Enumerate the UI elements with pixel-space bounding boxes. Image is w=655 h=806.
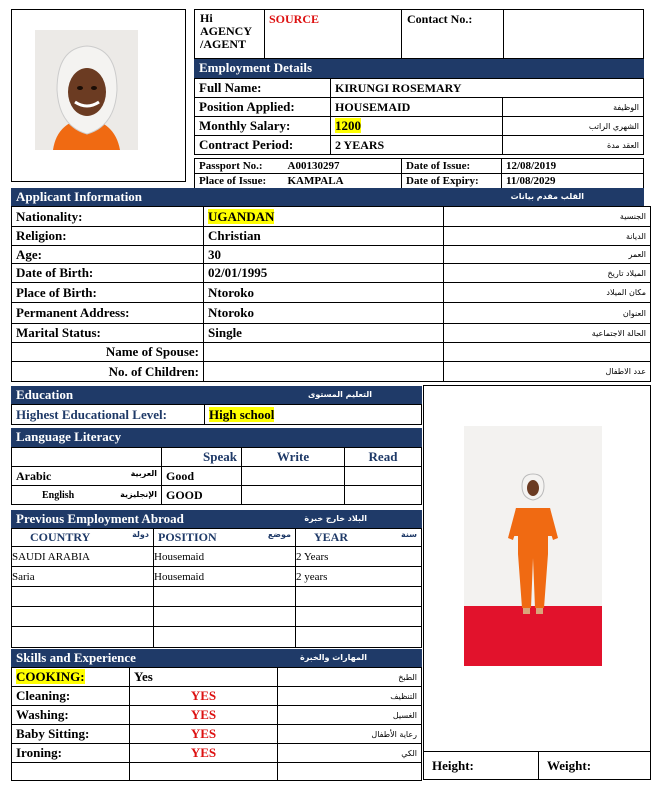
place-of-issue-label: Place of Issue: <box>195 174 284 189</box>
language-title: Language Literacy <box>16 429 122 444</box>
contract-value: 2 YEARS <box>331 136 503 155</box>
skill-cleaning-value: YES <box>130 687 278 706</box>
religion-label: Religion: <box>12 227 204 246</box>
previous-employment-title-ar: البلاد خارج خبرة <box>304 514 367 523</box>
dob-label: Date of Birth: <box>12 264 204 283</box>
expiry-date-label: Date of Expiry: <box>402 174 502 189</box>
children-value <box>204 362 444 382</box>
position-header-ar: موضع <box>267 530 291 539</box>
address-ar: العنوان <box>444 303 651 324</box>
skill-ironing-ar: الكي <box>278 744 422 763</box>
table-row <box>12 547 422 567</box>
marital-label: Marital Status: <box>12 324 204 343</box>
applicant-table <box>11 206 651 382</box>
write-header: Write <box>242 448 345 467</box>
applicant-header <box>11 188 644 206</box>
skill-cooking-label: COOKING: <box>16 669 85 684</box>
issue-date-value: 12/08/2019 <box>502 159 644 174</box>
contact-value-cell <box>503 9 644 59</box>
table-row <box>12 627 422 648</box>
skills-title-ar: المهارات والخبرة <box>299 653 367 662</box>
year-header-ar: سنة <box>401 530 417 539</box>
contact-label: Contact No.: <box>407 12 473 26</box>
skill-washing-value: YES <box>130 706 278 725</box>
skill-cleaning-ar: التنظيف <box>278 687 422 706</box>
skill-babysitting-value: YES <box>130 725 278 744</box>
passport-no-value: A00130297 <box>284 159 402 174</box>
spouse-value <box>204 343 444 362</box>
nationality-value: UGANDAN <box>208 208 275 224</box>
arabic-speak: Good <box>162 467 242 486</box>
language-header <box>11 428 422 447</box>
read-header: Read <box>345 448 422 467</box>
position-value: HOUSEMAID <box>331 98 503 117</box>
skill-cleaning-label: Cleaning: <box>12 687 130 706</box>
prev-position-1: Housemaid <box>154 547 296 567</box>
agency-cell <box>194 9 265 59</box>
skill-cooking-ar: الطبخ <box>278 668 422 687</box>
skill-babysitting-label: Baby Sitting: <box>12 725 130 744</box>
dob-value: 02/01/1995 <box>204 264 444 283</box>
applicant-full-photo <box>464 426 602 666</box>
previous-employment-table <box>11 528 422 648</box>
dob-ar: الميلاد تاريخ <box>444 264 651 283</box>
passport-no-label: Passport No.: <box>195 159 284 174</box>
passport-table <box>194 158 644 189</box>
language-english-ar: الإنجليزية <box>120 489 157 499</box>
age-label: Age: <box>12 246 204 264</box>
language-arabic: Arabic <box>16 468 52 483</box>
prev-position-2: Housemaid <box>154 567 296 587</box>
age-value: 30 <box>204 246 444 264</box>
place-of-birth-ar: مكان الميلاد <box>444 283 651 303</box>
place-of-issue-value: KAMPALA <box>284 174 402 189</box>
prev-year-1: 2 Years <box>296 547 422 567</box>
table-row <box>12 607 422 627</box>
expiry-date-value: 11/08/2029 <box>502 174 644 189</box>
applicant-title: Applicant Information <box>16 189 143 204</box>
source-cell <box>264 9 402 59</box>
height-label: Height: <box>424 752 539 780</box>
full-photo-frame <box>423 385 651 752</box>
agency-line-2: AGENCY <box>200 24 253 38</box>
skills-header <box>11 649 422 667</box>
salary-label: Monthly Salary: <box>195 117 331 136</box>
english-speak: GOOD <box>162 486 242 505</box>
prev-country-1: SAUDI ARABIA <box>12 547 154 567</box>
skill-ironing-value: YES <box>130 744 278 763</box>
skill-washing-label: Washing: <box>12 706 130 725</box>
skill-babysitting-ar: رعاية الأطفال <box>278 725 422 744</box>
address-label: Permanent Address: <box>12 303 204 324</box>
education-level-label: Highest Educational Level: <box>12 405 205 425</box>
salary-value: 1200 <box>335 118 361 133</box>
issue-date-label: Date of Issue: <box>402 159 502 174</box>
source-label: SOURCE <box>269 12 320 26</box>
language-row <box>12 467 422 486</box>
religion-value: Christian <box>204 227 444 246</box>
year-header: YEAR <box>314 530 349 544</box>
education-level-value: High school <box>209 406 275 422</box>
education-table <box>11 404 422 425</box>
marital-ar: الحالة الاجتماعية <box>444 324 651 343</box>
contact-cell <box>401 9 504 59</box>
spouse-label: Name of Spouse: <box>12 343 204 362</box>
table-row <box>12 587 422 607</box>
applicant-portrait <box>35 30 138 150</box>
employment-table <box>194 78 644 155</box>
skill-washing-ar: الغسيل <box>278 706 422 725</box>
language-english: English <box>42 489 75 501</box>
nationality-label: Nationality: <box>12 207 204 227</box>
age-ar: العمر <box>444 246 651 264</box>
children-ar: عدد الاطفال <box>444 362 651 382</box>
address-value: Ntoroko <box>204 303 444 324</box>
weight-label: Weight: <box>539 752 651 780</box>
place-of-birth-label: Place of Birth: <box>12 283 204 303</box>
skill-cooking-value: Yes <box>130 668 278 687</box>
applicant-title-ar: القلب مقدم بيانات <box>510 192 584 201</box>
contract-label: Contract Period: <box>195 136 331 155</box>
skills-table <box>11 667 422 781</box>
prev-country-2: Saria <box>12 567 154 587</box>
education-title-ar: التعليم المستوى <box>308 390 372 399</box>
country-header-ar: دولة <box>132 530 149 539</box>
children-label: No. of Children: <box>12 362 204 382</box>
religion-ar: الديانة <box>444 227 651 246</box>
position-header: POSITION <box>158 530 217 544</box>
agency-line-1: Hi <box>200 11 213 25</box>
measurements-table <box>423 751 651 780</box>
education-title: Education <box>16 387 74 402</box>
contract-ar: العقد مدة <box>503 136 644 155</box>
employment-header <box>194 59 644 78</box>
language-table <box>11 447 422 505</box>
education-header <box>11 386 422 404</box>
skills-title: Skills and Experience <box>16 650 136 665</box>
previous-employment-header <box>11 510 422 528</box>
skill-ironing-label: Ironing: <box>12 744 130 763</box>
full-name-label: Full Name: <box>195 79 331 98</box>
country-header: COUNTRY <box>30 530 91 544</box>
nationality-ar: الجنسية <box>444 207 651 227</box>
language-row <box>12 486 422 505</box>
position-ar: الوظيفة <box>503 98 644 117</box>
salary-ar: الشهري الراتب <box>503 117 644 136</box>
full-name-value: KIRUNGI ROSEMARY <box>331 79 644 98</box>
previous-employment-title: Previous Employment Abroad <box>16 511 184 526</box>
prev-year-2: 2 years <box>296 567 422 587</box>
speak-header: Speak <box>162 448 242 467</box>
table-row <box>12 567 422 587</box>
place-of-birth-value: Ntoroko <box>204 283 444 303</box>
language-arabic-ar: العربية <box>130 468 157 478</box>
agency-line-3: /AGENT <box>200 37 247 51</box>
spouse-ar <box>444 343 651 362</box>
photo-frame <box>11 9 186 182</box>
position-label: Position Applied: <box>195 98 331 117</box>
employment-title: Employment Details <box>199 60 313 75</box>
marital-value: Single <box>204 324 444 343</box>
